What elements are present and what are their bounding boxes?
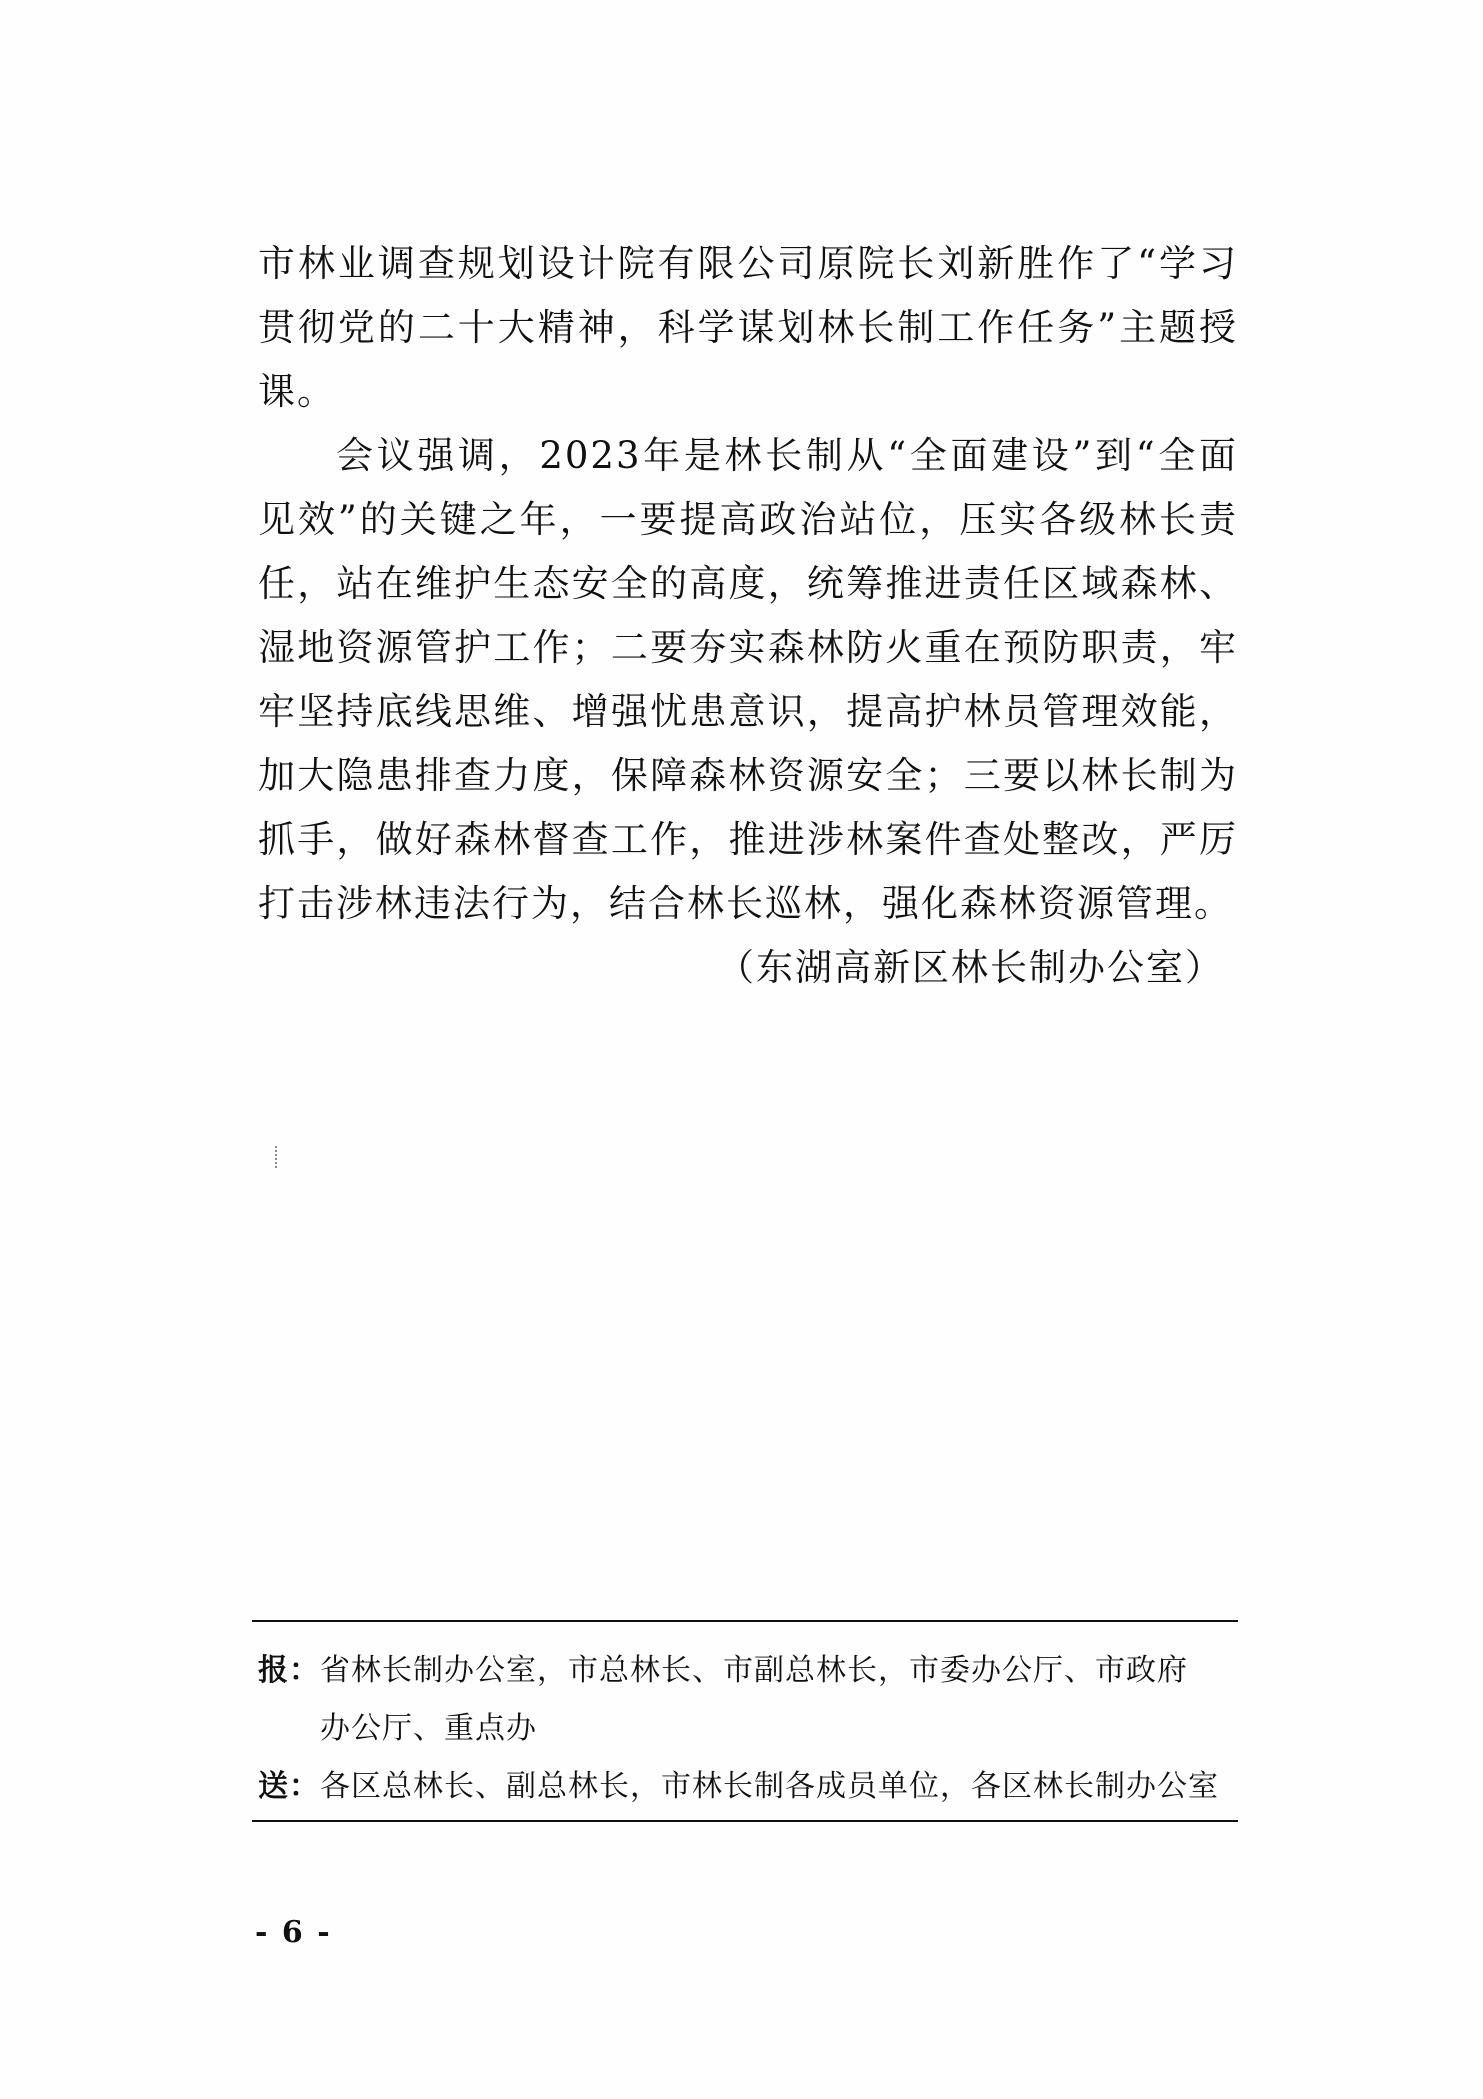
paragraph-continuation: 市林业调查规划设计院有限公司原院长刘新胜作了“学习贯彻党的二十大精神，科学谋划林长制工作任务”主题授课。 xyxy=(258,242,1238,413)
issuing-office-signature: （东湖高新区林长制办公室） xyxy=(717,946,1224,989)
body-text xyxy=(258,232,1238,1000)
scan-artifact xyxy=(275,1146,279,1168)
report-to-line-continued: 办公厅、重点办 xyxy=(320,1711,537,1746)
page-number: - 6 - xyxy=(255,1915,332,1950)
send-recipients: 各区总林长、副总林长，市林长制各成员单位，各区林长制办公室 xyxy=(320,1769,1219,1804)
send-to-line xyxy=(258,1758,1248,1816)
send-label: 送： xyxy=(258,1769,320,1804)
paragraph-meeting-emphasis: 会议强调，2023年是林长制从“全面建设”到“全面见效”的关键之年，一要提高政治站位，压实各级林长责任，站在维护生态安全的高度，统筹推进责任区域森林、湿地资源管护工作；二要夯实森林防火重在预防职责，牢牢坚持底线思维、增强忧患意识，提高护林员管理效能，加大隐患排查力度，保障森林资源安全；三要以林长制为抓手，做好森林督查工作，推进涉林案件查处整改，严厉打击涉林违法行为，结合林长巡林，强化森林资源管理。 xyxy=(258,434,1238,925)
report-label: 报： xyxy=(258,1653,320,1688)
distribution-bottom-rule xyxy=(252,1820,1238,1822)
distribution-top-rule xyxy=(252,1620,1238,1622)
distribution-block xyxy=(258,1642,1248,1816)
report-recipients: 省林长制办公室，市总林长、市副总林长，市委办公厅、市政府 xyxy=(320,1653,1188,1688)
report-to-line xyxy=(258,1642,1248,1700)
